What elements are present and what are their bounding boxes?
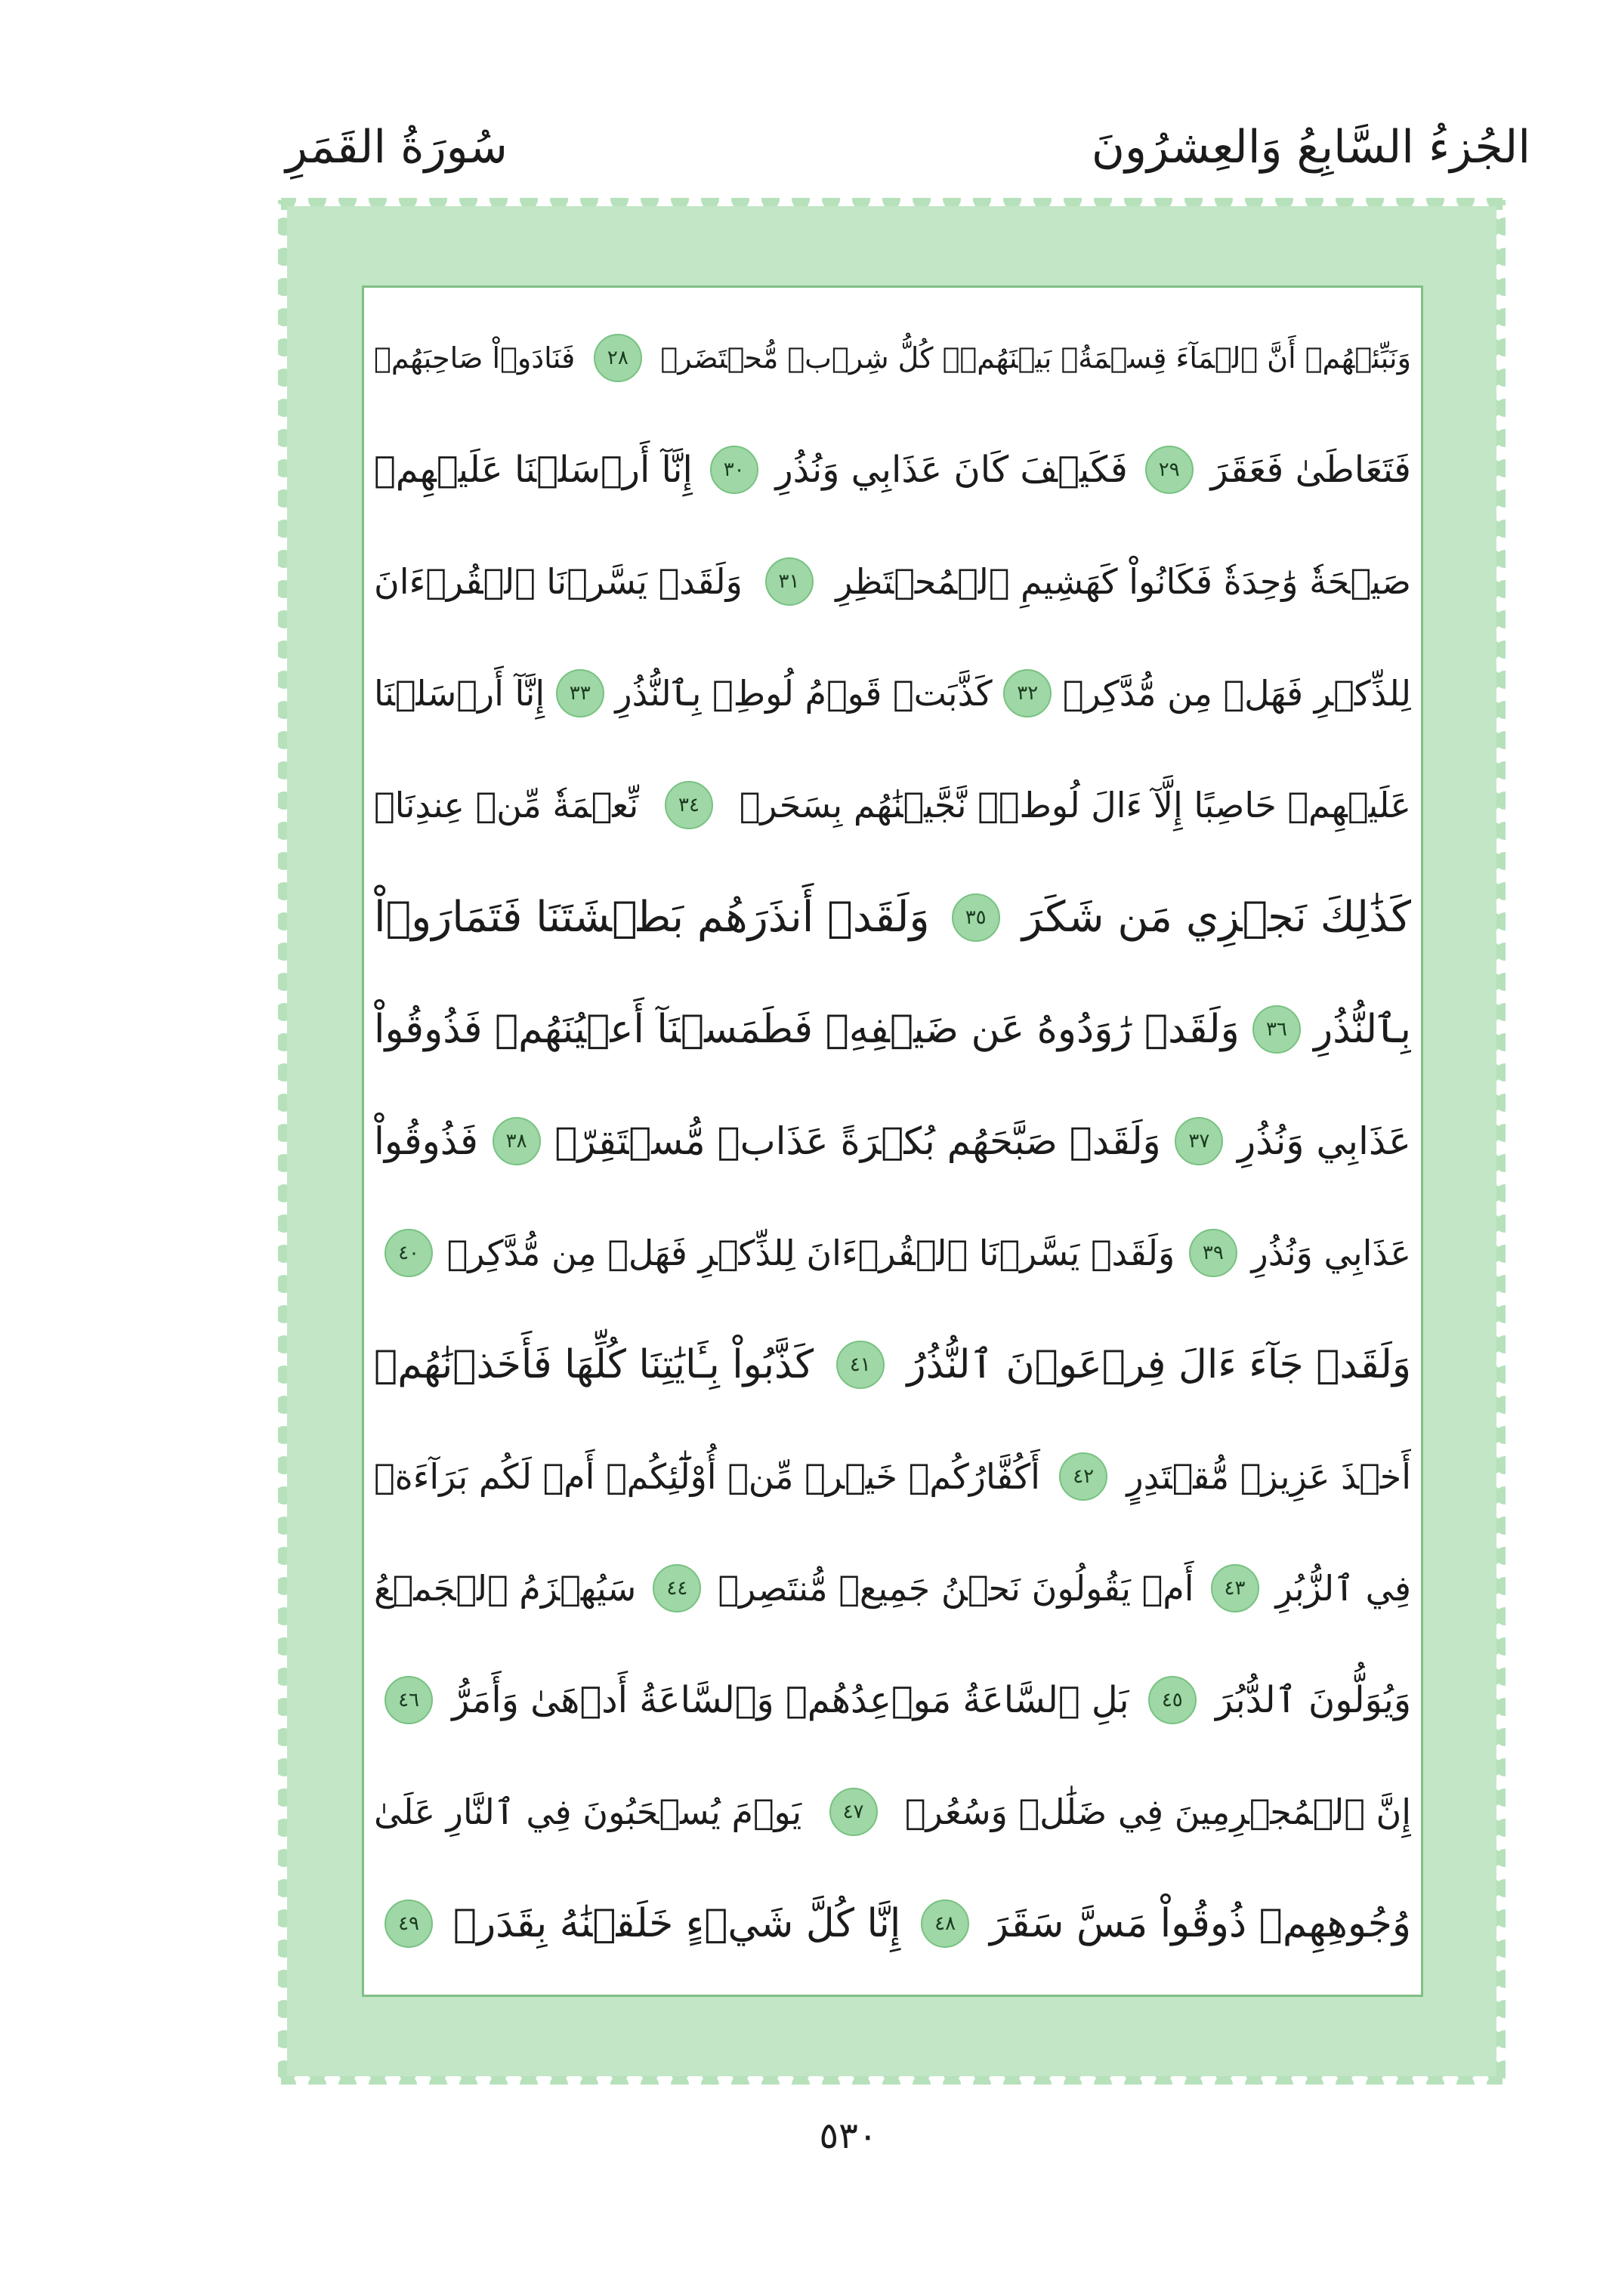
page-number: ٥٣٠	[819, 2115, 878, 2157]
verse-text: فِي ٱلزُّبُرِ	[1275, 1568, 1411, 1609]
verse-text: بَلِ ٱلسَّاعَةُ مَوۡعِدُهُمۡ وَٱلسَّاعَةُ أَدۡهَىٰ وَأَمَرُّ	[452, 1679, 1129, 1722]
verse-text: وَيُوَلُّونَ ٱلدُّبُرَ	[1215, 1679, 1411, 1722]
verse-text: وَلَقَدۡ يَسَّرۡنَا ٱلۡقُرۡءَانَ لِلذِّكۡرِ فَهَلۡ مِن مُّدَّكِرٖ	[446, 1232, 1175, 1273]
verse-text: وَلَقَدۡ صَبَّحَهُم بُكۡرَةً عَذَابٞ مُّسۡتَقِرّٞ	[554, 1119, 1161, 1163]
ayah-number-marker: ٣٦	[1252, 1005, 1301, 1054]
verse-text: عَذَابِي وَنُذُرِ	[1237, 1119, 1411, 1163]
verse-text: وَلَقَدۡ يَسَّرۡنَا ٱلۡقُرۡءَانَ	[374, 561, 743, 603]
verse-text: إِنَّآ أَرۡسَلۡنَا	[374, 673, 545, 714]
verse-text: إِنَّا كُلَّ شَيۡءٍ خَلَقۡنَٰهُ بِقَدَرٖ	[452, 1901, 901, 1947]
ayah-number-marker: ٤٣	[1211, 1564, 1259, 1612]
ayah-number-marker: ٣٠	[710, 446, 758, 494]
verse-text: سَيُهۡزَمُ ٱلۡجَمۡعُ	[374, 1568, 637, 1609]
ayah-number-marker: ٣٧	[1175, 1117, 1223, 1165]
verse-text: أَخۡذَ عَزِيزٖ مُّقۡتَدِرٍ	[1126, 1455, 1411, 1497]
verse-text: فَذُوقُواْ	[374, 1119, 478, 1163]
verse-text: عَذَابِي وَنُذُرِ	[1251, 1232, 1411, 1273]
ayah-number-marker: ٢٨	[594, 334, 642, 382]
quran-text-area	[374, 302, 1411, 1980]
verse-text: وُجُوهِهِمۡ ذُوقُواْ مَسَّ سَقَرَ	[989, 1901, 1411, 1947]
text-line	[374, 1756, 1411, 1868]
ayah-number-marker: ٤١	[836, 1341, 885, 1389]
verse-text: وَنَبِّئۡهُمۡ أَنَّ ٱلۡمَآءَ قِسۡمَةُۢ بَيۡنَهُمۡۖ كُلُّ شِرۡبٖ مُّحۡتَضَرٞ	[660, 341, 1411, 375]
text-line	[374, 302, 1411, 414]
surah-title: سُورَةُ القَمَرِ	[286, 121, 508, 174]
ayah-number-marker: ٣١	[765, 557, 814, 606]
verse-text: فَكَيۡفَ كَانَ عَذَابِي وَنُذُرِ	[775, 449, 1128, 492]
text-line	[374, 974, 1411, 1085]
ayah-number-marker: ٤٩	[385, 1899, 433, 1948]
verse-text: أَمۡ يَقُولُونَ نَحۡنُ جَمِيعٞ مُّنتَصِرٞ	[718, 1568, 1194, 1609]
text-line	[374, 414, 1411, 526]
ayah-number-marker: ٤٠	[385, 1229, 433, 1277]
ayah-number-marker: ٣٤	[665, 781, 713, 829]
verse-text: كَذَّبَتۡ قَوۡمُ لُوطِۭ بِٱلنُّذُرِ	[615, 673, 993, 714]
text-line	[374, 749, 1411, 861]
text-line	[374, 1644, 1411, 1756]
ayah-number-marker: ٣٢	[1003, 669, 1052, 718]
text-line	[374, 1197, 1411, 1309]
verse-text: كَذَّبُواْ بِـَٔايَٰتِنَا كُلِّهَا فَأَخَذۡنَٰهُمۡ	[374, 1341, 814, 1387]
ayah-number-marker: ٤٤	[653, 1564, 701, 1612]
verse-text: فَتَعَاطَىٰ فَعَقَرَ	[1210, 449, 1411, 492]
ayah-number-marker: ٤٧	[829, 1788, 878, 1836]
verse-text: أَكُفَّارُكُمۡ خَيۡرٞ مِّنۡ أُوْلَٰٓئِكُمۡ أَمۡ لَكُم بَرَآءَةٞ	[374, 1455, 1040, 1497]
ayah-number-marker: ٣٩	[1189, 1229, 1237, 1277]
verse-text: إِنَّآ أَرۡسَلۡنَا عَلَيۡهِمۡ	[374, 449, 693, 492]
ayah-number-marker: ٤٨	[921, 1899, 969, 1948]
ayah-number-marker: ٤٦	[385, 1676, 433, 1724]
verse-text: صَيۡحَةٗ وَٰحِدَةٗ فَكَانُواْ كَهَشِيمِ ٱلۡمُحۡتَظِرِ	[835, 561, 1411, 603]
verse-text: وَلَقَدۡ أَنذَرَهُم بَطۡشَتَنَا فَتَمَارَوۡاْ	[374, 893, 930, 943]
text-line	[374, 526, 1411, 637]
verse-text: يَوۡمَ يُسۡحَبُونَ فِي ٱلنَّارِ عَلَىٰ	[374, 1791, 802, 1833]
ayah-number-marker: ٣٨	[493, 1117, 541, 1165]
text-line	[374, 1421, 1411, 1532]
ayah-number-marker: ٢٩	[1145, 446, 1194, 494]
ayah-number-marker: ٤٢	[1059, 1452, 1107, 1501]
text-line	[374, 1085, 1411, 1197]
text-line	[374, 1532, 1411, 1644]
text-line	[374, 1309, 1411, 1421]
verse-text: فَنَادَوۡاْ صَاحِبَهُمۡ	[374, 341, 576, 375]
verse-text: وَلَقَدۡ رَٰوَدُوهُ عَن ضَيۡفِهِۦ فَطَمَسۡنَآ أَعۡيُنَهُمۡ فَذُوقُواْ	[374, 1006, 1240, 1052]
ayah-number-marker: ٤٥	[1148, 1676, 1197, 1724]
verse-text: لِلذِّكۡرِ فَهَلۡ مِن مُّدَّكِرٖ	[1062, 673, 1411, 714]
ayah-number-marker: ٣٣	[556, 669, 604, 718]
juz-title: الجُزءُ السَّابِعُ وَالعِشرُونَ	[1091, 121, 1530, 174]
text-line	[374, 861, 1411, 973]
verse-text: كَذَٰلِكَ نَجۡزِي مَن شَكَرَ	[1021, 893, 1411, 943]
text-line	[374, 1868, 1411, 1980]
verse-text: إِنَّ ٱلۡمُجۡرِمِينَ فِي ضَلَٰلٖ وَسُعُرٖ	[904, 1791, 1411, 1833]
verse-text: وَلَقَدۡ جَآءَ ءَالَ فِرۡعَوۡنَ ٱلنُّذُرُ	[906, 1341, 1411, 1387]
verse-text: نِّعۡمَةٗ مِّنۡ عِندِنَاۚ	[374, 785, 639, 826]
text-line	[374, 637, 1411, 749]
verse-text: بِٱلنُّذُرِ	[1314, 1006, 1411, 1052]
verse-text: عَلَيۡهِمۡ حَاصِبًا إِلَّآ ءَالَ لُوطٖۖ نَّجَّيۡنَٰهُم بِسَحَرٖ	[739, 785, 1411, 826]
ayah-number-marker: ٣٥	[952, 893, 1000, 942]
